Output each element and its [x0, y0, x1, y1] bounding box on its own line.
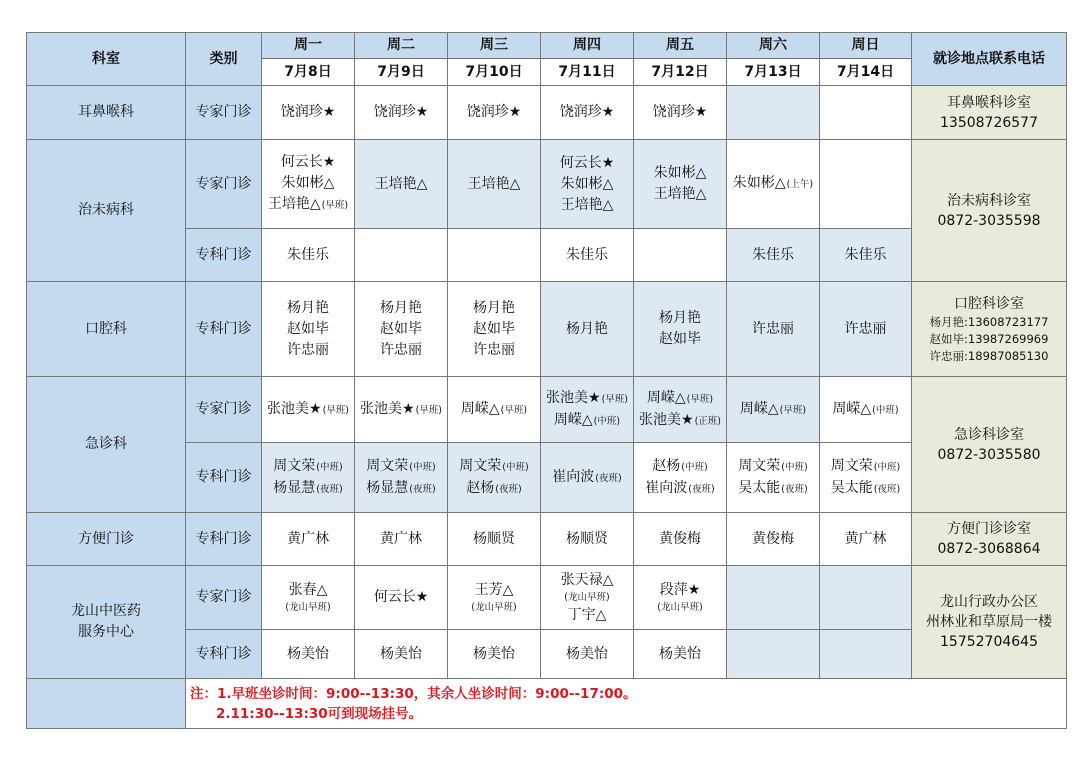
doctor-name: 朱如彬△ [732, 175, 786, 191]
doctor-cell [262, 140, 355, 229]
header-category: 类别 [186, 33, 262, 86]
doctor-cell: 杨美怡 [634, 630, 727, 679]
contact-zwb [912, 140, 1067, 282]
doctor-name: 何云长★ [280, 154, 336, 170]
doctor-name: 许忠丽 [380, 341, 422, 358]
header-date: 7月10日 [448, 59, 541, 86]
shift-tag: (上午) [786, 179, 814, 190]
doctor-name: 赵杨 [466, 479, 495, 496]
header-date: 7月12日 [634, 59, 727, 86]
header-weekday: 周六 [727, 33, 820, 59]
doctor-cell [262, 443, 355, 513]
shift-tag: (中班) [502, 461, 529, 473]
doctor-cell [355, 443, 448, 513]
doctor-name: 王培艳△ [560, 196, 614, 213]
contact-phone: 杨月艳:13608723177 [929, 314, 1049, 329]
empty-cell [448, 229, 541, 282]
doctor-cell: 饶润珍★ [541, 86, 634, 140]
dept-zwb: 治未病科 [27, 140, 186, 282]
doctor-cell [448, 377, 541, 443]
shift-tag: (中班) [593, 415, 621, 427]
doctor-name: 何云长★ [559, 154, 615, 171]
doctor-cell [448, 443, 541, 513]
doctor-name: 周文荣 [459, 457, 502, 474]
contact-er [912, 377, 1067, 513]
doctor-name: 杨显慧 [273, 479, 316, 496]
header-date: 7月9日 [355, 59, 448, 86]
doctor-cell: 杨美怡 [262, 630, 355, 679]
contact-longshan [912, 566, 1067, 679]
contact-ent [912, 86, 1067, 140]
shift-tag: (龙山早班) [564, 591, 610, 603]
doctor-name: 周嵘△ [553, 411, 593, 428]
doctor-cell: 黄广林 [355, 513, 448, 566]
clinic-type: 专科门诊 [186, 282, 262, 377]
doctor-name: 张池美★ [639, 411, 694, 428]
shift-tag: (龙山早班) [471, 602, 517, 613]
doctor-name: 崔向波 [552, 468, 595, 485]
doctor-cell: 朱佳乐 [541, 229, 634, 282]
shift-tag: (龙山早班) [285, 602, 331, 613]
doctor-name: 杨月艳 [659, 310, 701, 326]
doctor-name: 张天禄△ [560, 571, 614, 588]
doctor-cell [634, 140, 727, 229]
clinic-type: 专家门诊 [186, 140, 262, 229]
empty-cell [727, 86, 820, 140]
doctor-cell [262, 282, 355, 377]
doctor-cell: 杨美怡 [355, 630, 448, 679]
doctor-cell [448, 282, 541, 377]
doctor-cell: 朱佳乐 [727, 229, 820, 282]
clinic-type: 专科门诊 [186, 513, 262, 566]
doctor-name: 杨显慧 [366, 479, 409, 496]
doctor-name: 张池美★ [267, 400, 322, 417]
contact-place: 口腔科诊室 [954, 295, 1024, 312]
doctor-name: 赵如毕 [473, 320, 515, 337]
shift-tag: (中班) [316, 461, 343, 473]
shift-tag: (早班) [322, 404, 349, 416]
shift-tag: (中班) [409, 461, 436, 473]
doctor-name: 崔向波 [645, 479, 688, 496]
note-line: 注：1.早班坐诊时间：9:00--13:30，其余人坐诊时间：9:00--17:00。 [190, 685, 637, 702]
doctor-cell [820, 443, 912, 513]
shift-tag: (中班) [873, 461, 901, 473]
schedule-note [186, 679, 1067, 729]
doctor-cell: 饶润珍★ [448, 86, 541, 140]
doctor-name: 吴太能 [830, 479, 873, 496]
doctor-cell: 饶润珍★ [262, 86, 355, 140]
doctor-cell: 朱佳乐 [262, 229, 355, 282]
doctor-cell: 饶润珍★ [634, 86, 727, 140]
shift-tag: (夜班) [495, 483, 522, 495]
header-date: 7月13日 [727, 59, 820, 86]
doctor-name: 朱如彬△ [560, 175, 614, 192]
shift-tag: (中班) [872, 404, 899, 416]
doctor-cell: 王培艳△ [448, 140, 541, 229]
shift-tag: (夜班) [873, 483, 901, 495]
empty-cell [355, 229, 448, 282]
clinic-type: 专家门诊 [186, 566, 262, 630]
doctor-name: 周文荣 [830, 457, 873, 474]
doctor-name: 王培艳△ [653, 186, 707, 202]
shift-tag: (早班) [779, 404, 807, 416]
doctor-cell: 杨美怡 [448, 630, 541, 679]
contact-phone: 赵如毕:13987269969 [929, 331, 1049, 346]
shift-tag: (夜班) [595, 472, 622, 484]
empty-cell [634, 229, 727, 282]
header-date: 7月11日 [541, 59, 634, 86]
doctor-name: 张池美★ [546, 389, 601, 406]
dept-name-line: 服务中心 [78, 624, 134, 640]
doctor-name: 杨月艳 [287, 299, 329, 316]
shift-tag: (夜班) [409, 483, 436, 495]
dept-ent: 耳鼻喉科 [27, 86, 186, 140]
clinic-type: 专科门诊 [186, 229, 262, 282]
doctor-cell: 许忠丽 [820, 282, 912, 377]
doctor-cell [727, 140, 820, 229]
clinic-type: 专科门诊 [186, 443, 262, 513]
doctor-cell [355, 282, 448, 377]
shift-tag: (早班) [500, 404, 528, 416]
shift-tag: (夜班) [688, 483, 715, 495]
doctor-name: 朱如彬△ [281, 175, 335, 191]
dept-er: 急诊科 [27, 377, 186, 513]
contact-oral [912, 282, 1067, 377]
header-weekday: 周四 [541, 33, 634, 59]
contact-phone: 0872-3068864 [937, 541, 1041, 557]
doctor-cell [727, 377, 820, 443]
doctor-cell: 饶润珍★ [355, 86, 448, 140]
note-line: 2.11:30--13:30可到现场挂号。 [216, 705, 423, 722]
header-weekday: 周一 [262, 33, 355, 59]
empty-cell [820, 630, 912, 679]
doctor-cell: 杨顺贤 [448, 513, 541, 566]
dept-longshan [27, 566, 186, 679]
contact-place: 龙山行政办公区 [940, 594, 1038, 610]
header-date: 7月14日 [820, 59, 912, 86]
doctor-name: 周嵘△ [646, 389, 686, 406]
header-weekday: 周五 [634, 33, 727, 59]
dept-oral: 口腔科 [27, 282, 186, 377]
doctor-name: 吴太能 [738, 479, 781, 496]
contact-place: 治未病科诊室 [947, 192, 1031, 209]
contact-phone: 0872-3035598 [937, 212, 1041, 229]
doctor-name: 赵如毕 [659, 331, 701, 347]
doctor-name: 周文荣 [738, 457, 781, 474]
doctor-name: 张池美★ [360, 400, 415, 417]
doctor-cell [541, 443, 634, 513]
header-contact: 就诊地点联系电话 [912, 33, 1067, 86]
contact-place: 方便门诊诊室 [947, 521, 1031, 537]
note-spacer [27, 679, 186, 729]
doctor-cell [541, 377, 634, 443]
doctor-name: 王培艳△ [267, 196, 321, 212]
empty-cell [727, 566, 820, 630]
header-dept: 科室 [27, 33, 186, 86]
doctor-cell: 杨美怡 [541, 630, 634, 679]
empty-cell [820, 140, 912, 229]
clinic-type: 专家门诊 [186, 86, 262, 140]
doctor-name: 段萍★ [659, 582, 701, 598]
doctor-name: 周文荣 [273, 457, 316, 474]
doctor-name: 许忠丽 [287, 341, 329, 358]
doctor-cell [634, 377, 727, 443]
header-weekday: 周二 [355, 33, 448, 59]
header-date: 7月8日 [262, 59, 355, 86]
empty-cell [820, 566, 912, 630]
contact-place: 州林业和草原局一楼 [926, 614, 1052, 630]
doctor-cell: 朱佳乐 [820, 229, 912, 282]
doctor-name: 杨月艳 [473, 299, 515, 316]
doctor-name: 朱如彬△ [653, 165, 707, 181]
dept-convenience: 方便门诊 [27, 513, 186, 566]
doctor-name: 周嵘△ [832, 400, 872, 417]
shift-tag: (夜班) [781, 483, 808, 495]
shift-tag: (早班) [686, 393, 714, 405]
shift-tag: (中班) [781, 461, 808, 473]
shift-tag: (早班) [321, 200, 349, 211]
schedule-table [26, 32, 1067, 729]
clinic-type: 专科门诊 [186, 630, 262, 679]
doctor-cell [820, 377, 912, 443]
contact-phone: 0872-3035580 [937, 446, 1041, 463]
clinic-type: 专家门诊 [186, 377, 262, 443]
doctor-name: 周嵘△ [460, 400, 500, 417]
doctor-name: 赵如毕 [380, 320, 422, 337]
shift-tag: (早班) [601, 393, 628, 405]
doctor-cell: 杨月艳 [541, 282, 634, 377]
doctor-cell: 黄广林 [820, 513, 912, 566]
doctor-cell [262, 566, 355, 630]
doctor-name: 丁宇△ [567, 606, 607, 623]
doctor-cell: 黄俊梅 [727, 513, 820, 566]
empty-cell [820, 86, 912, 140]
shift-tag: (中班) [681, 461, 708, 473]
shift-tag: (夜班) [316, 483, 343, 495]
shift-tag: (正班) [694, 415, 721, 427]
doctor-cell [634, 282, 727, 377]
doctor-cell: 杨顺贤 [541, 513, 634, 566]
doctor-name: 王芳△ [474, 582, 514, 598]
doctor-name: 张春△ [288, 582, 328, 598]
doctor-cell [355, 377, 448, 443]
doctor-name: 赵如毕 [287, 320, 329, 337]
contact-phone: 15752704645 [940, 634, 1038, 650]
doctor-name: 周嵘△ [739, 400, 779, 417]
doctor-cell [262, 377, 355, 443]
doctor-cell: 黄广林 [262, 513, 355, 566]
doctor-cell: 王培艳△ [355, 140, 448, 229]
doctor-cell [634, 443, 727, 513]
empty-cell [727, 630, 820, 679]
contact-phone: 13508726577 [940, 114, 1038, 131]
doctor-cell [727, 443, 820, 513]
doctor-name: 杨月艳 [380, 299, 422, 316]
contact-place: 急诊科诊室 [954, 426, 1024, 443]
doctor-name: 周文荣 [366, 457, 409, 474]
doctor-cell [448, 566, 541, 630]
doctor-cell [541, 566, 634, 630]
doctor-name: 许忠丽 [473, 341, 515, 358]
header-weekday: 周日 [820, 33, 912, 59]
doctor-cell [634, 566, 727, 630]
dept-name-line: 龙山中医药 [71, 603, 141, 619]
contact-phone: 许忠丽:18987085130 [929, 348, 1049, 363]
shift-tag: (龙山早班) [657, 602, 703, 613]
doctor-name: 赵杨 [652, 457, 681, 474]
shift-tag: (早班) [415, 404, 442, 416]
doctor-cell: 黄俊梅 [634, 513, 727, 566]
doctor-cell: 何云长★ [355, 566, 448, 630]
header-weekday: 周三 [448, 33, 541, 59]
doctor-cell: 许忠丽 [727, 282, 820, 377]
doctor-cell [541, 140, 634, 229]
contact-convenience [912, 513, 1067, 566]
contact-place: 耳鼻喉科诊室 [947, 94, 1031, 111]
